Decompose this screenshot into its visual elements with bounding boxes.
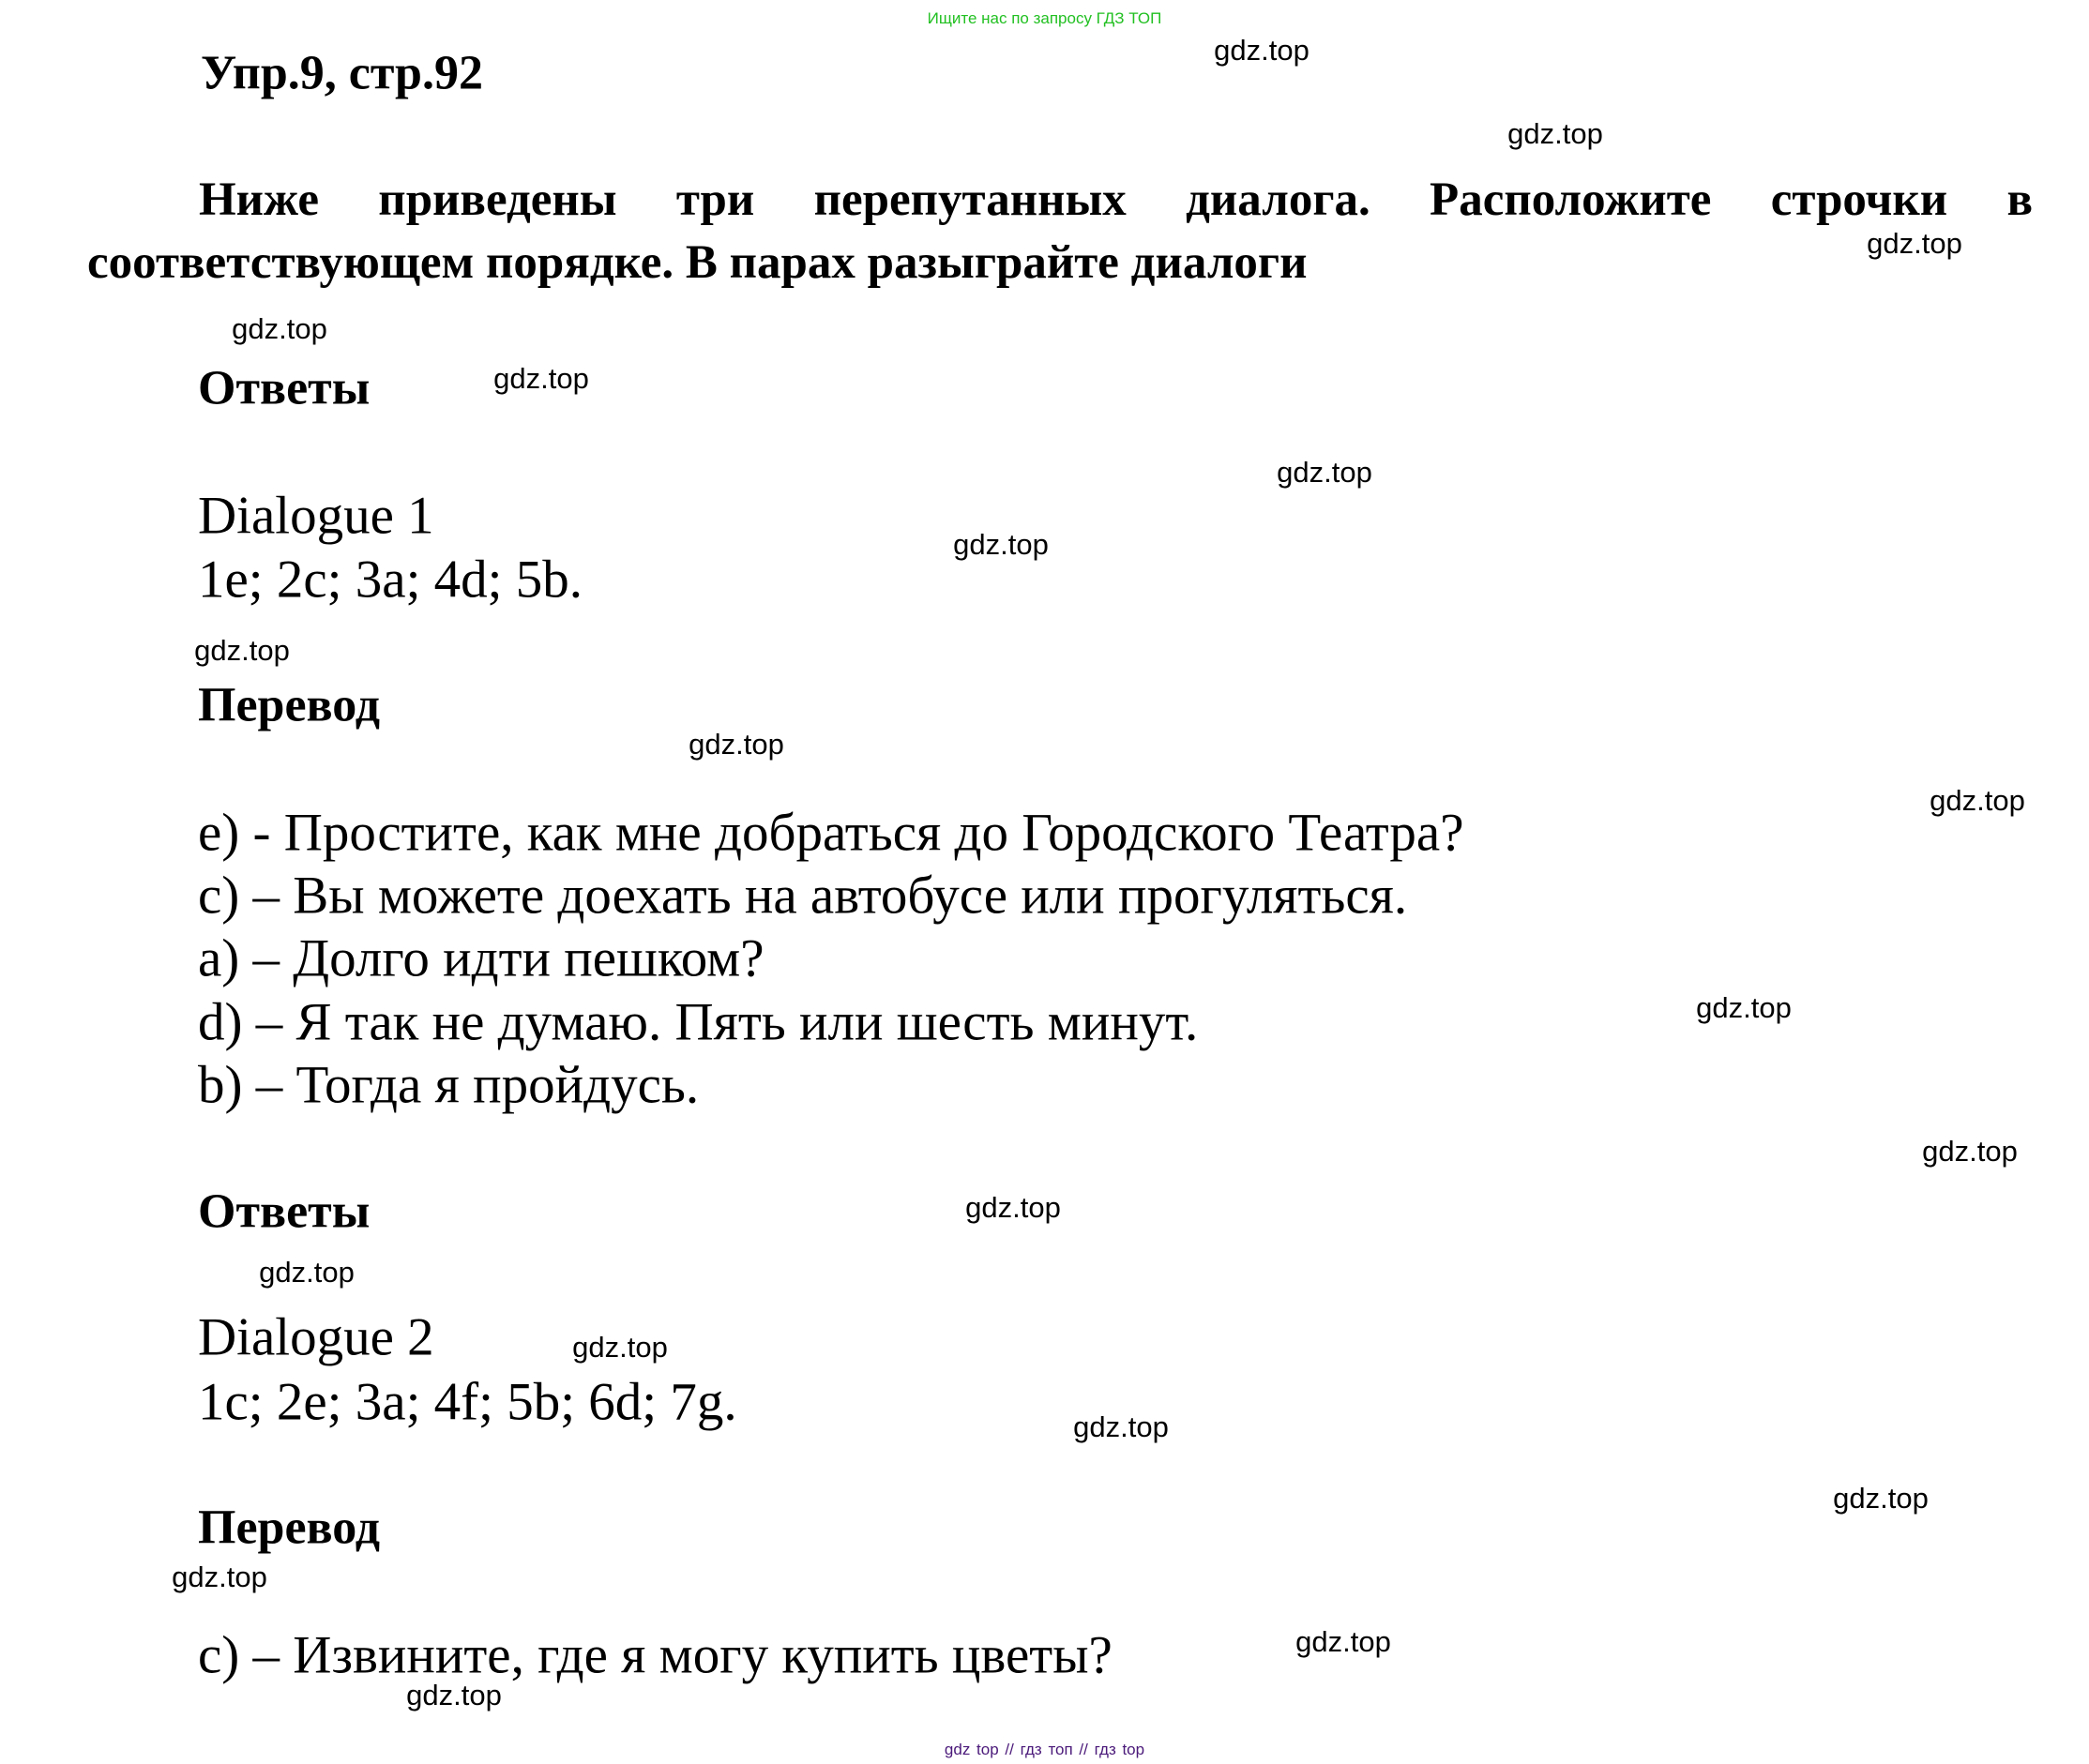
watermark: gdz.top [572, 1331, 668, 1364]
watermark: gdz.top [1295, 1625, 1391, 1658]
translation-line: c) – Извините, где я могу купить цветы? [198, 1625, 1113, 1685]
watermark: gdz.top [1930, 784, 2025, 817]
watermark: gdz.top [1277, 456, 1372, 489]
translation-line: d) – Я так не думаю. Пять или шесть минут. [198, 992, 1199, 1052]
translation-line: c) – Вы можете доехать на автобусе или прогуляться. [198, 866, 1408, 926]
footer-watermark: gdz top // гдз топ // гдз top [944, 1741, 1145, 1758]
watermark: gdz.top [406, 1679, 502, 1711]
dialogue-answer-2: 1c; 2e; 3a; 4f; 5b; 6d; 7g. [198, 1372, 737, 1432]
exercise-title: Упр.9, стр.92 [201, 46, 483, 100]
translation-line: a) – Долго идти пешком? [198, 928, 764, 988]
watermark: gdz.top [1867, 227, 1962, 260]
watermark: gdz.top [1922, 1135, 2018, 1168]
watermark: gdz.top [232, 312, 327, 345]
watermark: gdz.top [953, 528, 1049, 561]
watermark: gdz.top [172, 1560, 267, 1593]
watermark: gdz.top [1214, 34, 1309, 67]
watermark: gdz.top [965, 1191, 1061, 1224]
dialogue-answer-1: 1e; 2c; 3a; 4d; 5b. [198, 550, 583, 610]
task-description [87, 169, 2033, 294]
watermark: gdz.top [1073, 1410, 1169, 1443]
translation-line: e) - Простите, как мне добраться до Городского Театра? [198, 803, 1464, 863]
watermark: gdz.top [259, 1256, 355, 1289]
search-hint-banner: Ищите нас по запросу ГДЗ ТОП [927, 9, 1162, 27]
translation-heading-1: Перевод [198, 678, 381, 732]
watermark: gdz.top [1696, 991, 1792, 1024]
watermark: gdz.top [194, 634, 290, 667]
watermark: gdz.top [1507, 117, 1603, 150]
translation-heading-2: Перевод [198, 1500, 381, 1555]
answers-heading-1: Ответы [198, 361, 371, 415]
task-text: Ниже приведены три перепутанных диалога. Расположите строчки в соответствующем порядке. В парах разыграйте диалоги [87, 173, 2033, 289]
watermark: gdz.top [1833, 1482, 1929, 1515]
translation-line: b) – Тогда я пройдусь. [198, 1055, 700, 1115]
watermark: gdz.top [689, 728, 784, 761]
answers-heading-2: Ответы [198, 1184, 371, 1239]
dialogue-label-2: Dialogue 2 [198, 1307, 434, 1367]
dialogue-label-1: Dialogue 1 [198, 486, 434, 546]
watermark: gdz.top [493, 362, 589, 395]
